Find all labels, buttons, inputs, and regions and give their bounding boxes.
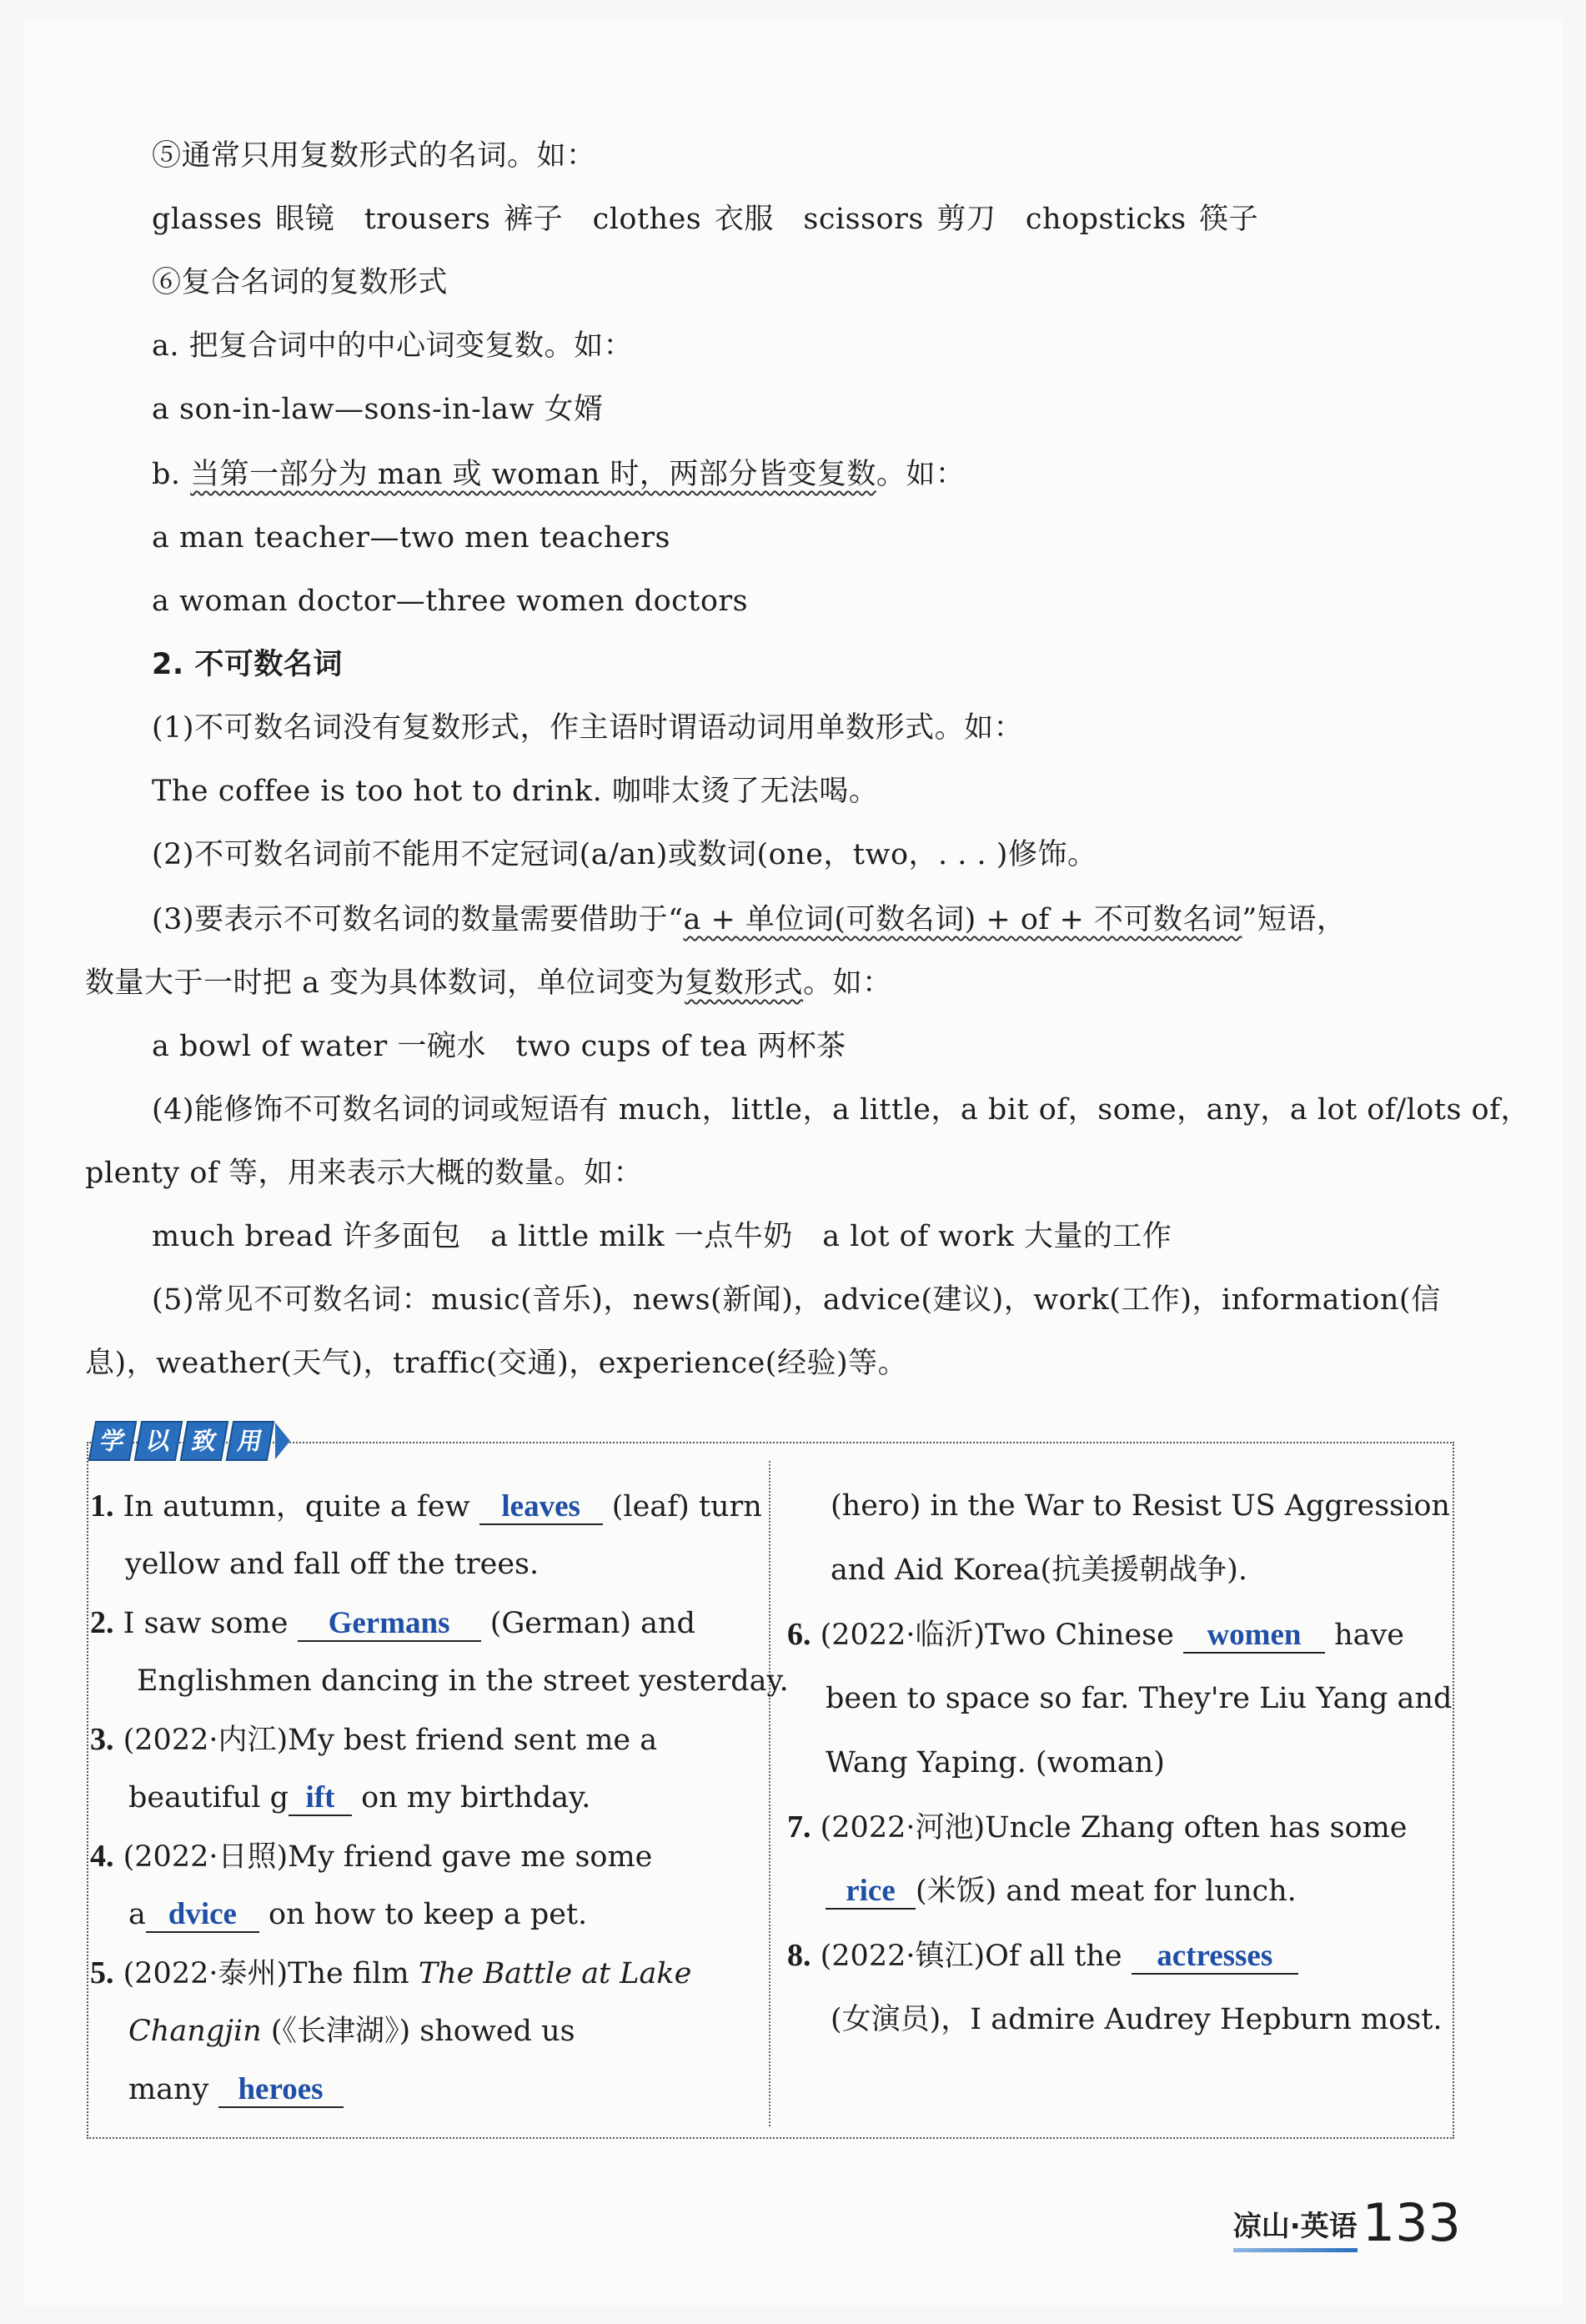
- exercise-4-line-2: [128, 1895, 587, 1934]
- exercise-7-text-a: (2022·河池)Uncle Zhang often has some: [811, 1811, 1408, 1845]
- note-uncountable-3-cont: [85, 964, 892, 1002]
- tag-arrow-icon: [275, 1423, 290, 1459]
- note-uncountable-5-cont: 息)，weather(天气)，traffic(交通)，experience(经验)等。: [85, 1347, 908, 1380]
- note-example-bread-milk: much bread 许多面包 a little milk 一点牛奶 a lot of work 大量的工作: [152, 1220, 1172, 1253]
- note-uncountable-3-cont-suffix: 。如：: [803, 966, 892, 1000]
- exercise-4-number: 4.: [90, 1839, 114, 1874]
- note-uncountable-3-cont-emphasis: 复数形式: [685, 966, 804, 1000]
- exercise-1-line-2: yellow and fall off the trees.: [125, 1548, 540, 1581]
- exercise-3-answer[interactable]: ift: [289, 1781, 352, 1816]
- exercise-5-film-title-cont: Changjin: [128, 2015, 262, 2048]
- exercise-3-line-2: [128, 1779, 590, 1817]
- section-tag-xue-yi-zhi-yong: [92, 1421, 290, 1461]
- exercise-4-text-c1: a: [128, 1898, 146, 1931]
- exercise-1-text-b: (leaf) turn: [602, 1490, 762, 1523]
- exercise-6-text-a: (2022·临沂)Two Chinese: [811, 1619, 1183, 1652]
- note-uncountable-2: (2)不可数名词前不能用不定冠词(a/an)或数词(one，two，. . . )修饰。: [152, 838, 1097, 871]
- note-line-6b: [152, 455, 965, 494]
- exercise-2-line-1: [90, 1604, 695, 1643]
- exercise-7-line-1: [787, 1808, 1408, 1847]
- exercise-7-text-c: (米饭) and meat for lunch.: [916, 1875, 1297, 1908]
- note-line-6a: a. 把复合词中的中心词变复数。如：: [152, 329, 634, 363]
- exercise-column-divider: [769, 1461, 770, 2126]
- exercise-3-text-c1: beautiful g: [128, 1781, 289, 1815]
- page-number: 133: [1362, 2192, 1461, 2253]
- exercise-1-number: 1.: [90, 1488, 114, 1523]
- exercise-5-text-b: (《长津湖》) showed us: [261, 2015, 575, 2048]
- exercise-6-text-b: have: [1324, 1619, 1404, 1652]
- exercise-3-line-1: [90, 1720, 657, 1759]
- exercise-5-text-a: (2022·泰州)The film: [113, 1957, 419, 1990]
- note-uncountable-3: [152, 901, 1346, 939]
- exercise-5-text-c1: many: [128, 2073, 218, 2106]
- exercise-6-number: 6.: [787, 1617, 811, 1652]
- note-example-bowl-cups: a bowl of water 一碗水 two cups of tea 两杯茶: [152, 1030, 846, 1063]
- exercise-6-line-2: been to space so far. They're Liu Yang and: [826, 1682, 1453, 1715]
- exercise-7-line-2: [826, 1872, 1297, 1910]
- exercise-1-text-a: In autumn，quite a few: [113, 1490, 479, 1523]
- note-uncountable-3-prefix: (3)要表示不可数名词的数量需要借助于“: [152, 903, 684, 936]
- section-heading-uncountable: 2. 不可数名词: [152, 648, 343, 681]
- note-line-6b-prefix: b.: [152, 458, 191, 491]
- exercise-8-line-2: (女演员)，I admire Audrey Hepburn most.: [831, 2003, 1443, 2036]
- exercise-8-text-a: (2022·镇江)Of all the: [811, 1940, 1132, 1973]
- note-line-6b-emphasis: 当第一部分为 man 或 woman 时，两部分皆变复数: [190, 458, 876, 491]
- exercise-2-line-2: Englishmen dancing in the street yesterday.: [137, 1664, 789, 1698]
- tag-char-1: 学: [88, 1421, 137, 1461]
- note-uncountable-5: (5)常见不可数名词：music(音乐)，news(新闻)，advice(建议)，work(工作)，information(信: [152, 1283, 1441, 1317]
- exercise-2-text-b: (German) and: [480, 1607, 695, 1640]
- footer-label: 凉山·英语: [1233, 2203, 1358, 2249]
- exercise-4-answer[interactable]: dvice: [146, 1898, 259, 1933]
- exercise-4-line-1: [90, 1837, 652, 1876]
- exercise-7-number: 7.: [787, 1810, 811, 1845]
- note-line-6: ⑥复合名词的复数形式: [152, 266, 449, 299]
- note-example-woman-doctor: a woman doctor—three women doctors: [152, 585, 749, 618]
- exercise-4-text-a: (2022·日照)My friend gave me some: [113, 1840, 653, 1874]
- exercise-6-line-1: [787, 1615, 1404, 1654]
- exercise-5-line-1: [90, 1954, 691, 1993]
- note-uncountable-4: (4)能修饰不可数名词的词或短语有 much，little，a little，a bit of，some，any，a lot of/lots of，: [152, 1093, 1531, 1127]
- exercise-7-answer[interactable]: rice: [826, 1875, 916, 1910]
- note-uncountable-3-emphasis: a + 单位词(可数名词) + of + 不可数名词: [683, 903, 1242, 936]
- note-examples-plural: glasses 眼镜 trousers 裤子 clothes 衣服 scissors 剪刀 chopsticks 筷子: [152, 203, 1259, 236]
- exercise-2-number: 2.: [90, 1605, 114, 1640]
- tag-char-4: 用: [226, 1421, 274, 1461]
- exercise-6-answer[interactable]: women: [1183, 1619, 1325, 1654]
- exercise-5-number: 5.: [90, 1955, 114, 1990]
- tag-char-2: 以: [134, 1421, 183, 1461]
- exercise-5-line-3: [128, 2071, 344, 2109]
- exercise-8-line-1: [787, 1936, 1298, 1975]
- page-footer: [1232, 2192, 1461, 2253]
- exercise-8-number: 8.: [787, 1938, 811, 1973]
- note-line-5: ⑤通常只用复数形式的名词。如：: [152, 139, 596, 173]
- note-example-son-in-law: a son-in-law—sons-in-law 女婿: [152, 393, 604, 426]
- exercise-3-text-a: (2022·内江)My best friend sent me a: [113, 1724, 658, 1757]
- exercise-1-line-1: [90, 1487, 762, 1526]
- exercise-8-answer[interactable]: actresses: [1132, 1940, 1298, 1975]
- exercise-2-answer[interactable]: Germans: [298, 1607, 481, 1642]
- exercise-5-answer[interactable]: heroes: [218, 2073, 344, 2108]
- exercise-3-text-c2: on my birthday.: [352, 1781, 591, 1815]
- tag-char-3: 致: [180, 1421, 228, 1461]
- note-uncountable-3-suffix: ”短语，: [1242, 903, 1347, 936]
- note-example-man-teacher: a man teacher—two men teachers: [152, 521, 670, 555]
- exercise-4-text-c2: on how to keep a pet.: [258, 1898, 588, 1931]
- note-uncountable-3-cont-prefix: 数量大于一时把 a 变为具体数词，单位词变为: [85, 966, 685, 1000]
- note-example-coffee: The coffee is too hot to drink. 咖啡太烫了无法喝。: [152, 775, 879, 808]
- exercise-6-line-3: Wang Yaping. (woman): [826, 1746, 1165, 1779]
- exercise-5-film-title: The Battle at Lake: [418, 1957, 692, 1990]
- exercise-5-cont-line-2: and Aid Korea(抗美援朝战争).: [831, 1554, 1247, 1587]
- exercise-3-number: 3.: [90, 1722, 114, 1757]
- exercise-5-cont-line-1: (hero) in the War to Resist US Aggression: [831, 1489, 1450, 1523]
- note-line-6b-suffix: 。如：: [876, 458, 966, 491]
- exercise-2-text-a: I saw some: [113, 1607, 298, 1640]
- note-uncountable-4-cont: plenty of 等，用来表示大概的数量。如：: [85, 1157, 643, 1190]
- exercise-1-answer[interactable]: leaves: [479, 1490, 603, 1525]
- exercise-5-line-2: [128, 2012, 575, 2050]
- note-uncountable-1: (1)不可数名词没有复数形式，作主语时谓语动词用单数形式。如：: [152, 711, 1024, 745]
